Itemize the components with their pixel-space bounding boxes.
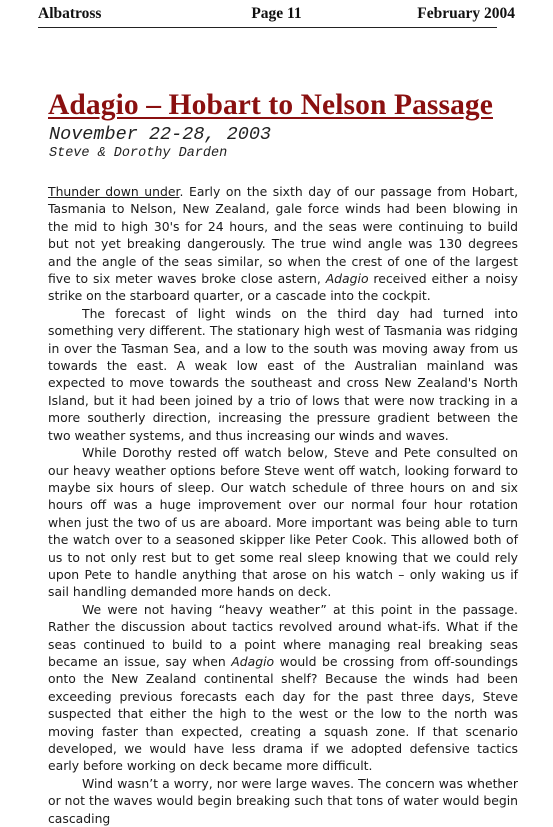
- article-dateline: November 22-28, 2003: [49, 124, 272, 145]
- lead-in-heading: Thunder down under: [48, 184, 180, 199]
- boat-name: Adagio: [325, 271, 369, 287]
- paragraph-5: Wind wasn’t a worry, nor were large waves. The concern was whether or not the waves would begin breaking such that tons of water would begin cascading: [48, 775, 518, 826]
- publication-name: Albatross: [38, 5, 102, 22]
- paragraph-text: received either a noisy strike on the starboard quarter, or a cascade into the cockpit.: [48, 271, 518, 304]
- header-divider: [38, 27, 497, 28]
- paragraph-text: would be crossing from off-soundings onto the New Zealand continental shelf? Because the winds had been exceeding previous forecasts each day for the past three days, Steve suspected that either the high to the west or the low to the north was moving faster than expected, creating a squash zone. If that scenario developed, we would have less drama if we adopted defensive tactics early before working on deck became more difficult.: [48, 653, 518, 774]
- paragraph-4: [48, 601, 518, 775]
- article-title: Adagio – Hobart to Nelson Passage: [48, 89, 493, 121]
- boat-name: Adagio: [231, 653, 275, 669]
- paragraph-1: [48, 183, 518, 305]
- paragraph-text: We were not having “heavy weather” at this point in the passage. Rather the discussion about tactics revolved around what-ifs. What if the seas continued to build to a point where managing real breaking seas became an issue, say when: [48, 601, 518, 669]
- page-number: Page 11: [251, 5, 302, 22]
- paragraph-text: . Early on the sixth day of our passage from Hobart, Tasmania to Nelson, New Zealand, gale force winds had been blowing in the mid to high 30's for 24 hours, and the seas were continuing to build but not yet breaking dangerously. The true wind angle was 130 degrees and the angle of the seas similar, so when the crest of one of the largest five to six meter waves broke close astern,: [48, 184, 519, 287]
- article-body: [48, 183, 518, 827]
- paragraph-2: The forecast of light winds on the third day had turned into something very different. The stationary high west of Tasmania was ridging in over the Tasman Sea, and a low to the south was moving away from us towards the east. A weak low east of the Australian mainland was expected to move towards the southeast and cross New Zealand's North Island, but it had been joined by a trio of lows that were now tracking in a more southerly direction, increasing the pressure gradient between the two weather systems, and thus increasing our winds and waves.: [48, 305, 518, 443]
- paragraph-3: While Dorothy rested off watch below, Steve and Pete consulted on our heavy weather options before Steve went off watch, looking forward to maybe six hours of sleep. Our watch schedule of three hours on and six hours off was a huge improvement over our normal four hour rotation when just the two of us are aboard. More important was being able to turn the watch over to a seasoned skipper like Peter Cook. This allowed both of us to not only rest but to get some real sleep knowing that we could rely upon Pete to handle anything that arose on his watch – only waking us if sail handling demanded more hands on deck.: [48, 445, 518, 600]
- issue-date: February 2004: [417, 5, 515, 22]
- article-authors: Steve & Dorothy Darden: [49, 146, 228, 161]
- page-header: [38, 5, 515, 27]
